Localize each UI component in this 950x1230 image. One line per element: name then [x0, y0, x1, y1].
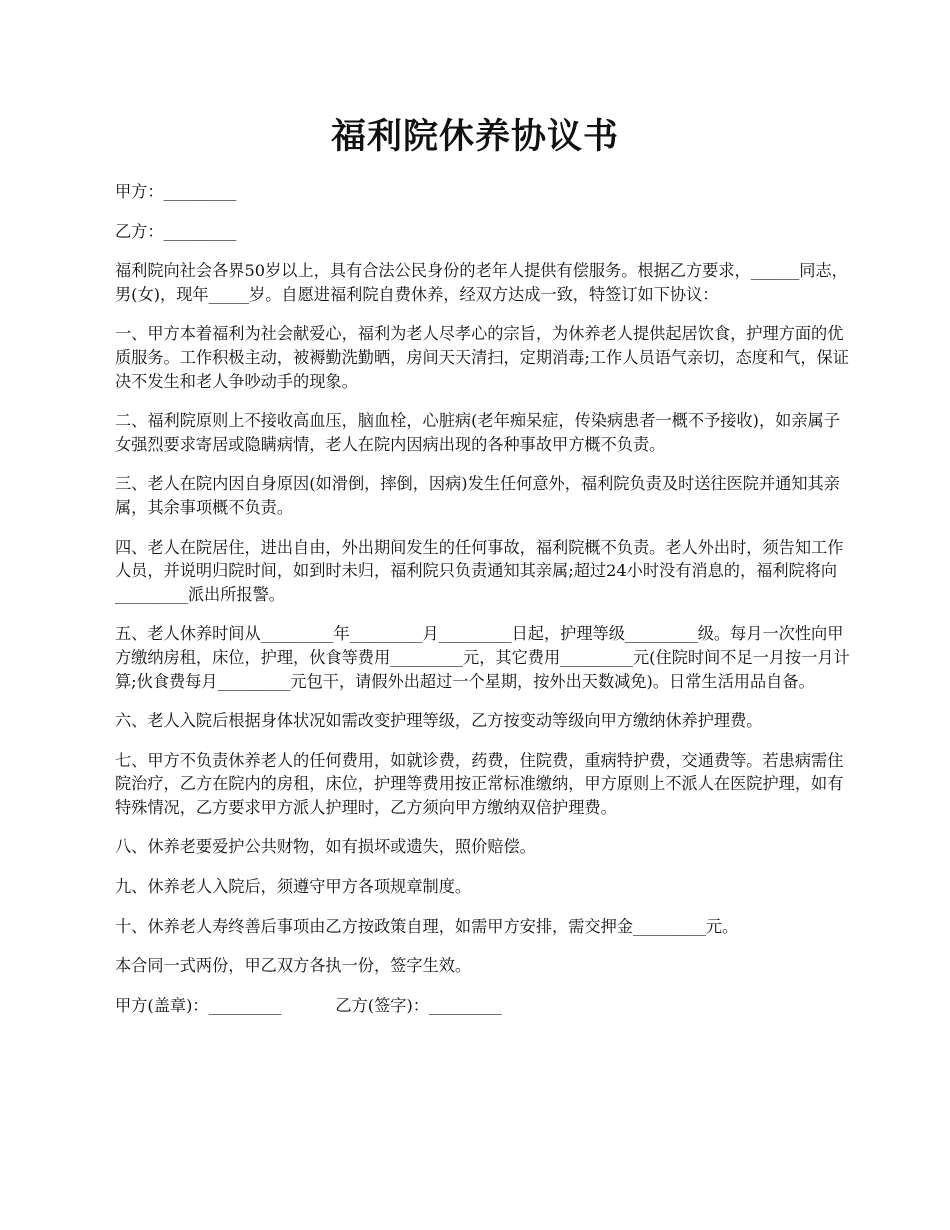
- closing-paragraph: 本合同一式两份，甲乙双方各执一份，签字生效。: [115, 956, 472, 976]
- clause-5: 五、老人休养时间从_________年_________月_________日起，护理等级_________级。每月一次性向甲方缴纳房租，床位，护理，伙食等费用_________元，其它费用_________元(住院时间不足一月按一月计算;伙食费每月_________元包干，请假外出超过一个星期，按外出天数减免)。日常生活用品自备。: [115, 624, 850, 691]
- clause-9: 九、休养老人入院后，须遵守甲方各项规章制度。: [115, 877, 472, 897]
- clause-10: 十、休养老人寿终善后事项由乙方按政策自理，如需甲方安排，需交押金_________元。: [115, 916, 739, 936]
- clause-4: 四、老人在院居住，进出自由，外出期间发生的任何事故，福利院概不负责。老人外出时，须告知工作人员，并说明归院时间，如到时未归，福利院只负责通知其亲属;超过24小时没有消息的，福利院将向_________派出所报警。: [115, 537, 844, 604]
- clause-2: 二、福利院原则上不接收高血压，脑血栓，心脏病(老年痴呆症，传染病患者一概不予接收)，如亲属子女强烈要求寄居或隐瞒病情，老人在院内因病出现的各种事故甲方概不负责。: [115, 411, 840, 454]
- document-body: [115, 180, 855, 1017]
- signature-party-b: 乙方(签字)：_________: [335, 995, 502, 1015]
- clause-6: 六、老人入院后根据身体状况如需改变护理等级，乙方按变动等级向甲方缴纳休养护理费。: [115, 711, 763, 731]
- party-a-line: 甲方：_________: [115, 182, 237, 201]
- document-title: 福利院休养协议书: [330, 116, 619, 157]
- clause-1: 一、甲方本着福利为社会献爱心，福利为老人尽孝心的宗旨，为休养老人提供起居饮食，护理方面的优质服务。工作积极主动，被褥勤洗勤晒，房间天天清扫，定期消毒;工作人员语气亲切，态度和气，保证决不发生和老人争吵动手的现象。: [115, 324, 849, 391]
- signature-party-a: 甲方(盖章)：_________: [115, 995, 282, 1015]
- clause-3: 三、老人在院内因自身原因(如滑倒，摔倒，因病)发生任何意外，福利院负责及时送往医院并通知其亲属，其余事项概不负责。: [115, 474, 840, 517]
- party-b-line: 乙方：_________: [115, 221, 237, 241]
- clause-7: 七、甲方不负责休养老人的任何费用，如就诊费，药费，住院费，重病特护费，交通费等。若患病需住院治疗，乙方在院内的房租，床位，护理等费用按正常标准缴纳，甲方原则上不派人在医院护理，如有特殊情况，乙方要求甲方派人护理时，乙方须向甲方缴纳双倍护理费。: [115, 750, 844, 817]
- signature-line: [115, 994, 855, 1018]
- intro-paragraph: 福利院向社会各界50岁以上，具有合法公民身份的老年人提供有偿服务。根据乙方要求，______同志，男(女)，现年_____岁。自愿进福利院自费休养，经双方达成一致，特签订如下协议：: [115, 261, 848, 304]
- clause-8: 八、休养老要爱护公共财物，如有损坏或遗失，照价赔偿。: [115, 837, 536, 857]
